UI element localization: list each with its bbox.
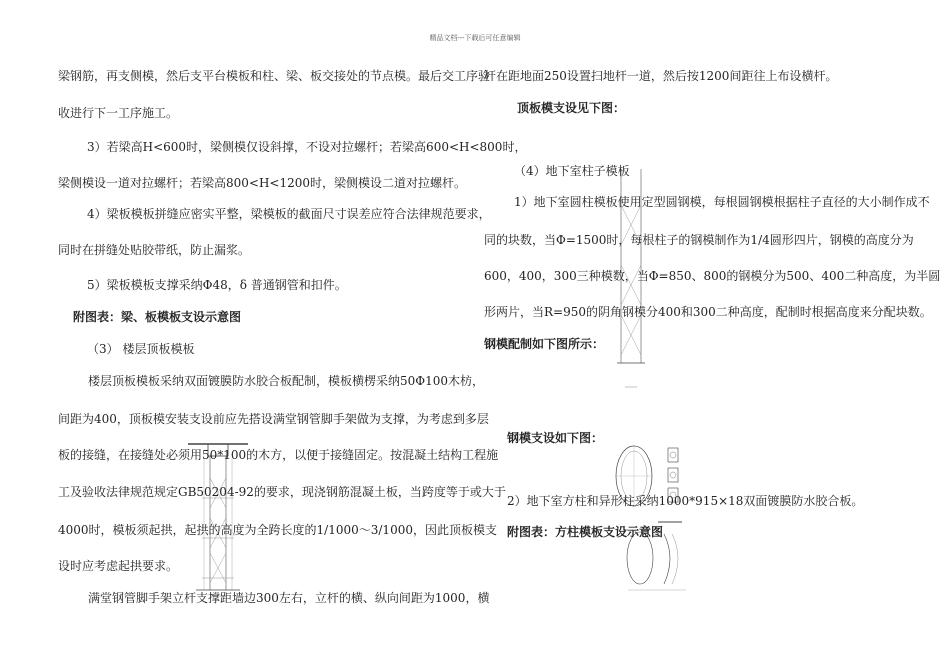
left-line-4: 梁侧模设一道对拉螺杆；若梁高800<H<1200时，梁侧模设二道对拉螺杆。 [58,176,467,190]
right-line-7: 形两片，当R=950的阴角钢模分400和300二种高度，配制时根据高度来分配块数。 [484,305,932,319]
left-line-6: 同时在拼缝处贴胶带纸，防止漏浆。 [58,243,251,257]
left-line-10: 楼层顶板模板采纳双面镀膜防水胶合板配制，模板横楞采纳50Φ100木枋， [88,374,485,388]
right-figure-title-steel-config: 钢模配制如下图所示： [484,337,605,351]
right-line-10: 2）地下室方柱和异形柱采纳1000*915×18双面镀膜防水胶合板。 [507,494,864,508]
left-figure-title: 附图表：梁、板模板支设示意图 [73,310,242,324]
left-line-2: 收进行下一工序施工。 [58,106,179,120]
right-line-6: 600，400，300三种模数，当Φ=850、800的钢模分为500、400二种高度，为半圆 [484,269,941,283]
left-line-14: 4000时，模板须起拱，起拱的高度为全跨长度的1/1000～3/1000，因此顶板模支 [58,523,497,537]
left-line-16: 满堂钢管脚手架立杆支撑距墙边300左右，立杆的横、纵向间距为1000，横 [88,591,490,605]
right-line-5: 同的块数，当Φ=1500时，每根柱子的钢模制作为1/4圆形四片，钢模的高度分为 [484,233,914,247]
left-line-3: 3）若梁高H<600时，梁侧模仅设斜撑，不设对拉螺杆；若梁高600<H<800时， [87,140,527,154]
right-figure-title-steel-support: 钢模支设如下图： [507,431,604,445]
right-figure-title-slab: 顶板模支设见下图： [517,101,626,115]
right-line-4: 1）地下室圆柱模板使用定型圆钢模，每根圆钢模根据柱子直径的大小制作成不 [514,195,930,209]
left-line-7: 5）梁板模板支撑采纳Φ48，δ 普通钢管和扣件。 [87,278,347,292]
left-line-13: 工及验收法律规范规定GB50204-92的要求，现浇钢筋混凝土板，当跨度等于或大于 [58,485,506,499]
left-line-1: 梁钢筋，再支侧模，然后支平台模板和柱、梁、板交接处的节点模。最后交工序验 [58,69,491,83]
left-line-15: 设时应考虑起拱要求。 [58,559,179,573]
left-line-12: 板的接缝，在接缝处必须用50*100的木方，以便于接缝固定。按混凝土结构工程施 [58,448,499,462]
right-section-heading: （4）地下室柱子模板 [514,164,630,178]
page-header: 精品文档---下载后可任意编辑 [429,34,521,42]
right-line-1: 杆在距地面250设置扫地杆一道，然后按1200间距往上布设横杆。 [484,69,838,83]
left-section-heading: （3） 楼层顶板模板 [87,342,195,356]
left-line-11: 间距为400，顶板模安装支设前应先搭设满堂钢管脚手架做为支撑，为考虑到多层 [58,412,489,426]
left-line-5: 4）梁板模板拼缝应密实平整，梁模板的截面尺寸误差应符合法律规范要求， [87,207,491,221]
right-figure-title-square-column: 附图表：方柱模板支设示意图 [507,525,664,539]
